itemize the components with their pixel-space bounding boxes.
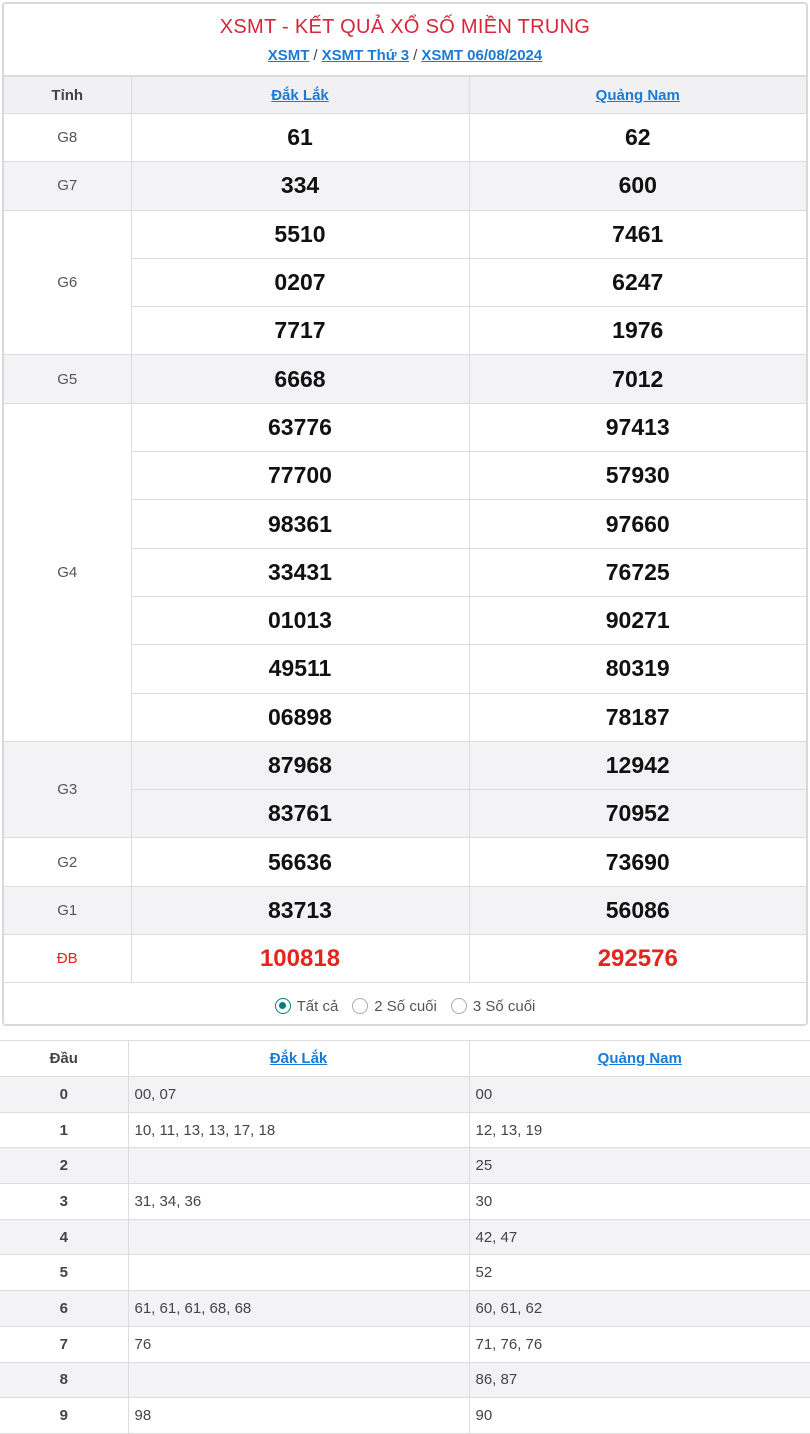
prize-number: 292576 bbox=[469, 935, 806, 983]
prize-number: 100818 bbox=[131, 935, 469, 983]
prize-number: 56636 bbox=[131, 838, 469, 886]
prize-label: G5 bbox=[4, 355, 131, 403]
tail-values bbox=[128, 1219, 469, 1255]
prize-row bbox=[4, 162, 806, 210]
prize-number: 62 bbox=[469, 114, 806, 162]
results-card bbox=[2, 2, 808, 1026]
prize-number: 49511 bbox=[131, 645, 469, 693]
tail-values: 52 bbox=[469, 1255, 810, 1291]
head-digit: 0 bbox=[0, 1077, 128, 1113]
breadcrumb-separator: / bbox=[413, 47, 418, 64]
prize-number: 56086 bbox=[469, 886, 806, 934]
prize-label: G1 bbox=[4, 886, 131, 934]
prize-number: 33431 bbox=[131, 548, 469, 596]
prize-number: 1976 bbox=[469, 307, 806, 355]
tail-values: 12, 13, 19 bbox=[469, 1112, 810, 1148]
prize-number: 61 bbox=[131, 114, 469, 162]
filter-label: 3 Số cuối bbox=[472, 997, 536, 1015]
results-header bbox=[4, 4, 806, 76]
prize-number: 87968 bbox=[131, 741, 469, 789]
tail-values: 42, 47 bbox=[469, 1219, 810, 1255]
head-digit: 1 bbox=[0, 1112, 128, 1148]
radio-icon[interactable] bbox=[352, 998, 368, 1014]
prize-label: G3 bbox=[4, 741, 131, 838]
tail-values: 61, 61, 61, 68, 68 bbox=[128, 1291, 469, 1327]
results-table bbox=[4, 76, 806, 983]
prize-number: 01013 bbox=[131, 596, 469, 644]
tail-values: 31, 34, 36 bbox=[128, 1184, 469, 1220]
prize-label: G2 bbox=[4, 838, 131, 886]
filter-all-option[interactable] bbox=[275, 998, 339, 1015]
prize-number: 76725 bbox=[469, 548, 806, 596]
tail-values bbox=[128, 1148, 469, 1184]
prize-number: 98361 bbox=[131, 500, 469, 548]
prize-label: ĐB bbox=[4, 935, 131, 983]
results-header-row bbox=[4, 77, 806, 114]
tail-values: 60, 61, 62 bbox=[469, 1291, 810, 1327]
tail-values: 00, 07 bbox=[128, 1077, 469, 1113]
head-digit-card bbox=[0, 1040, 810, 1434]
prize-label: G4 bbox=[4, 403, 131, 741]
tail-values: 71, 76, 76 bbox=[469, 1326, 810, 1362]
province-link-quang-nam[interactable]: Quảng Nam bbox=[597, 1050, 682, 1067]
prize-number: 73690 bbox=[469, 838, 806, 886]
province-header bbox=[131, 77, 469, 114]
prize-row bbox=[4, 935, 806, 983]
breadcrumb-separator: / bbox=[313, 47, 318, 64]
prize-number: 06898 bbox=[131, 693, 469, 741]
province-link-dak-lak[interactable]: Đắk Lắk bbox=[269, 1050, 328, 1067]
tail-values: 10, 11, 13, 13, 17, 18 bbox=[128, 1112, 469, 1148]
province-header bbox=[128, 1041, 469, 1077]
prize-row bbox=[4, 886, 806, 934]
head-digit: 3 bbox=[0, 1184, 128, 1220]
prize-row bbox=[4, 355, 806, 403]
prize-number: 7717 bbox=[131, 307, 469, 355]
prize-number: 5510 bbox=[131, 210, 469, 258]
head-digit-table bbox=[0, 1040, 810, 1434]
prize-number: 78187 bbox=[469, 693, 806, 741]
prize-number: 63776 bbox=[131, 403, 469, 451]
head-digit: 8 bbox=[0, 1362, 128, 1398]
radio-icon[interactable] bbox=[275, 998, 291, 1014]
tail-values: 90 bbox=[469, 1398, 810, 1434]
tail-values bbox=[128, 1362, 469, 1398]
head-digit-column-label: Đầu bbox=[0, 1041, 128, 1077]
radio-icon[interactable] bbox=[451, 998, 467, 1014]
head-digit-row bbox=[0, 1255, 810, 1291]
breadcrumb-date-link[interactable]: XSMT 06/08/2024 bbox=[421, 47, 543, 64]
prize-number: 83713 bbox=[131, 886, 469, 934]
head-digit: 9 bbox=[0, 1398, 128, 1434]
prize-label: G7 bbox=[4, 162, 131, 210]
prize-label: G6 bbox=[4, 210, 131, 355]
prize-number: 7012 bbox=[469, 355, 806, 403]
prize-row bbox=[4, 210, 806, 258]
province-link-dak-lak[interactable]: Đắk Lắk bbox=[271, 86, 329, 104]
province-link-quang-nam[interactable]: Quảng Nam bbox=[595, 86, 680, 104]
tail-values: 30 bbox=[469, 1184, 810, 1220]
prize-row bbox=[4, 838, 806, 886]
head-digit-header-row bbox=[0, 1041, 810, 1077]
head-digit-row bbox=[0, 1362, 810, 1398]
prize-number: 97660 bbox=[469, 500, 806, 548]
prize-number: 7461 bbox=[469, 210, 806, 258]
province-header bbox=[469, 77, 806, 114]
prize-number: 80319 bbox=[469, 645, 806, 693]
prize-number: 70952 bbox=[469, 790, 806, 838]
prize-label: G8 bbox=[4, 114, 131, 162]
head-digit: 5 bbox=[0, 1255, 128, 1291]
page-title: XSMT - KẾT QUẢ XỔ SỐ MIỀN TRUNG bbox=[219, 16, 591, 38]
prize-number: 77700 bbox=[131, 452, 469, 500]
prize-number: 600 bbox=[469, 162, 806, 210]
head-digit-row bbox=[0, 1291, 810, 1327]
prize-number: 90271 bbox=[469, 596, 806, 644]
head-digit-row bbox=[0, 1077, 810, 1113]
prize-number: 6247 bbox=[469, 258, 806, 306]
tail-values: 25 bbox=[469, 1148, 810, 1184]
breadcrumb-xsmt-link[interactable]: XSMT bbox=[267, 47, 310, 64]
province-header bbox=[469, 1041, 810, 1077]
prize-row bbox=[4, 403, 806, 451]
tail-values: 86, 87 bbox=[469, 1362, 810, 1398]
head-digit: 2 bbox=[0, 1148, 128, 1184]
tail-values: 98 bbox=[128, 1398, 469, 1434]
filter-last-3-option[interactable] bbox=[451, 998, 536, 1015]
province-column-label: Tỉnh bbox=[4, 77, 131, 114]
prize-number: 6668 bbox=[131, 355, 469, 403]
tail-values: 00 bbox=[469, 1077, 810, 1113]
breadcrumb bbox=[4, 47, 806, 64]
head-digit-row bbox=[0, 1398, 810, 1434]
head-digit: 7 bbox=[0, 1326, 128, 1362]
head-digit-row bbox=[0, 1112, 810, 1148]
prize-number: 12942 bbox=[469, 741, 806, 789]
prize-row bbox=[4, 114, 806, 162]
head-digit: 6 bbox=[0, 1291, 128, 1327]
filter-label: 2 Số cuối bbox=[374, 997, 437, 1015]
prize-number: 97413 bbox=[469, 403, 806, 451]
tail-values: 76 bbox=[128, 1326, 469, 1362]
head-digit-row bbox=[0, 1326, 810, 1362]
digit-filter bbox=[4, 983, 806, 1026]
prize-number: 57930 bbox=[469, 452, 806, 500]
tail-values bbox=[128, 1255, 469, 1291]
breadcrumb-weekday-link[interactable]: XSMT Thứ 3 bbox=[321, 47, 410, 64]
head-digit-row bbox=[0, 1184, 810, 1220]
prize-number: 334 bbox=[131, 162, 469, 210]
prize-number: 0207 bbox=[131, 258, 469, 306]
prize-number: 83761 bbox=[131, 790, 469, 838]
head-digit: 4 bbox=[0, 1219, 128, 1255]
filter-label: Tất cả bbox=[296, 997, 339, 1015]
filter-last-2-option[interactable] bbox=[352, 998, 437, 1015]
prize-row bbox=[4, 741, 806, 789]
head-digit-row bbox=[0, 1148, 810, 1184]
head-digit-row bbox=[0, 1219, 810, 1255]
